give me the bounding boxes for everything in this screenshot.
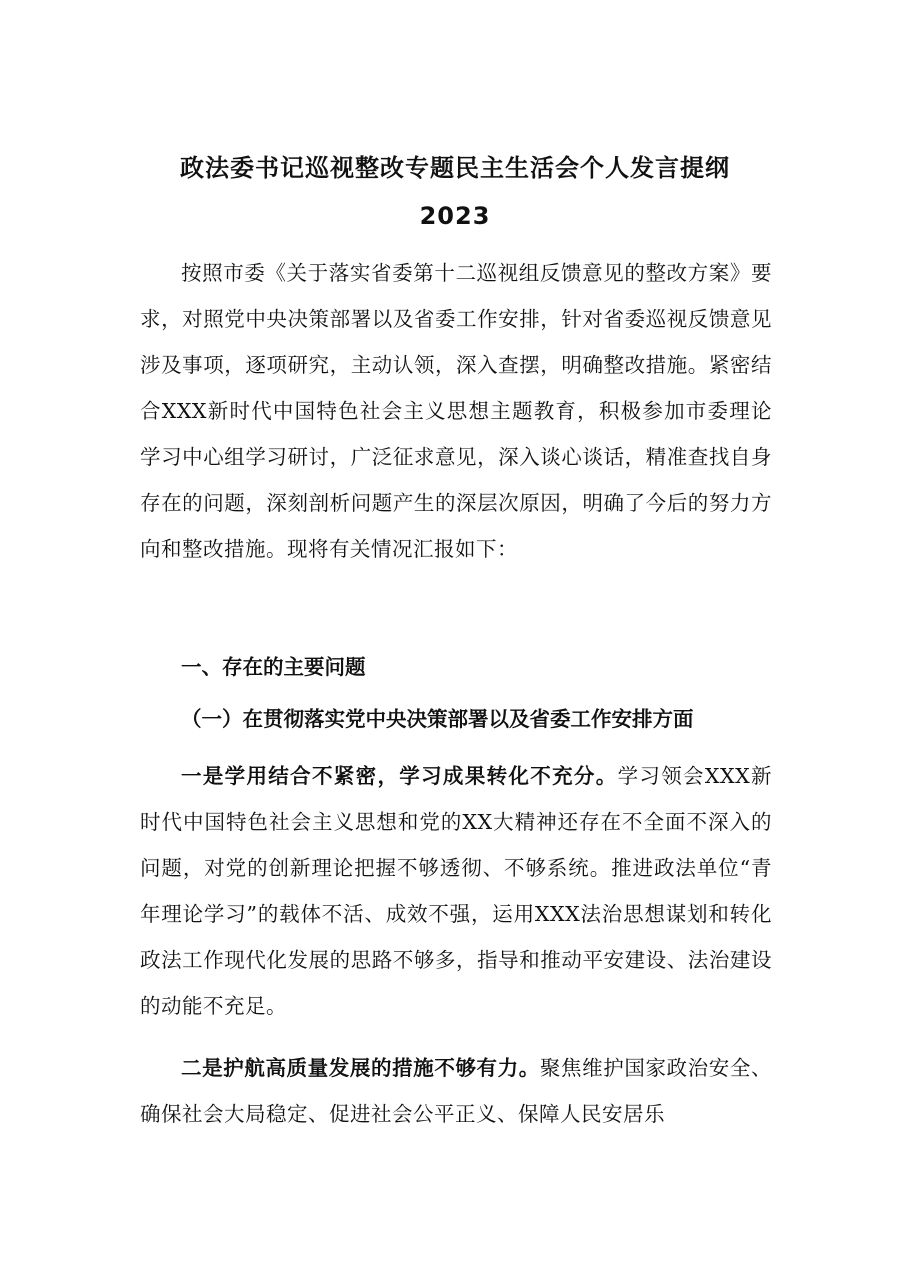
point-one-body: 学习领会XXX新时代中国特色社会主义思想和党的XX大精神还存在不全面不深入的问题，对党的创新理论把握不够透彻、不够系统。推进政法单位“青年理论学习”的载体不活、成效不强，运用XXX法治思想谋划和转化政法工作现代化发展的思路不够多，指导和推动平安建设、法治建设的动能不充足。 [140,764,772,1018]
point-one-paragraph [140,753,772,1029]
point-two-body: 聚焦维护国家政治安全、确保社会大局稳定、促进社会公平正义、保障人民安居乐 [140,1056,773,1126]
point-one-lead: 一是学用结合不紧密，学习成果转化不充分。 [181,764,618,788]
subsection-heading: （一）在贯彻落实党中央决策部署以及省委工作安排方面 [181,707,694,731]
intro-paragraph: 按照市委《关于落实省委第十二巡视组反馈意见的整改方案》要求，对照党中央决策部署以及省委工作安排，针对省委巡视反馈意见涉及事项，逐项研究，主动认领，深入查摆，明确整改措施。紧密结合XXX新时代中国特色社会主义思想主题教育，积极参加市委理论学习中心组学习研讨，广泛征求意见，深入谈心谈话，精准查找自身存在的问题，深刻剖析问题产生的深层次原因，明确了今后的努力方向和整改措施。现将有关情况汇报如下： [140,261,772,561]
point-two-paragraph [140,1045,772,1137]
document-title-year: 2023 [419,202,491,230]
section-heading: 一、存在的主要问题 [181,655,366,679]
document-title: 政法委书记巡视整改专题民主生活会个人发言提纲 [180,154,730,182]
point-two-lead: 二是护航高质量发展的措施不够有力。 [181,1056,540,1080]
